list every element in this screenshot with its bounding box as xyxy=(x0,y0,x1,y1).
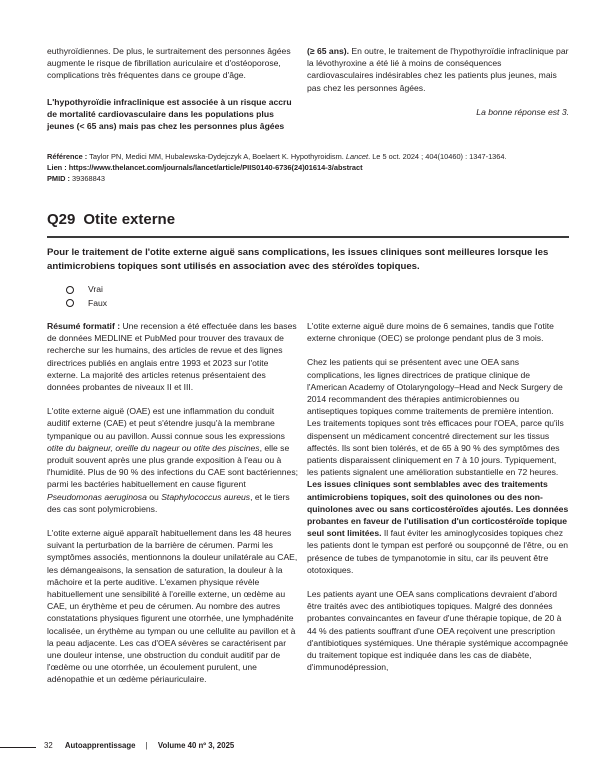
definition-paragraph: L'otite externe aiguë (OAE) est une inflammation du conduit auditif externe (CAE) et peut s'étendre jusqu'à la membrane tympanique ou au pavillon. Aussi connue sous les expressions otite du baigneur, oreille du nageur ou otite des piscines, elle se produit souvent après une plus grande exposition à l'eau ou à l'humidité. Plus de 90 % des infections du CAE sont bactériennes; parmi les bactéries habituellement en cause figurent Pseudomonas aeruginosa ou Staphylococcus aureus, et le tiers des cas sont polymicrobiens. xyxy=(47,406,299,514)
duration-paragraph: L'otite externe aiguë dure moins de 6 semaines, tandis que l'otite externe chronique (OEC) se prolonge pendant plus de 3 mois. xyxy=(307,321,554,344)
page-number: 32 xyxy=(44,741,53,750)
top-left-column xyxy=(47,45,301,144)
reference-label: Référence : xyxy=(47,152,88,161)
summary-paragraph xyxy=(47,320,299,393)
bacteria-name: Staphylococcus aureus xyxy=(161,491,251,502)
pmid-label: PMID : xyxy=(47,173,70,183)
top-left-bold-paragraph: L'hypothyroïdie infraclinique est associée à un risque accru de mortalité cardiovasculaire dans les populations plus jeunes (< 65 ans) mais pas chez les personnes plus âgées xyxy=(47,96,292,132)
reference-journal: Lancet xyxy=(345,152,369,161)
answer-options xyxy=(66,283,107,310)
link-line xyxy=(47,163,567,174)
antibiotics-paragraph: Les patients ayant une OEA sans complications devraient d'abord être traités avec des antibiotiques topiques. Malgré des données probantes convaincantes en faveur d'une thérapie topique, de 20 à 44 % des patients souffrant d'une OEA reçoivent une prescription d'antibiotiques systémiques. Une thérapie systémique accompagnée du traitement topique est indiquée dans les cas de diabète, d'immunodépression, xyxy=(307,589,569,673)
right-column xyxy=(307,320,569,685)
reference-line xyxy=(47,152,567,163)
pmid-line xyxy=(47,174,567,185)
option-vrai[interactable] xyxy=(66,283,107,297)
footer-separator: | xyxy=(145,741,148,750)
top-right-paragraph xyxy=(307,45,569,94)
reference-block xyxy=(47,152,567,184)
symptoms-paragraph: L'otite externe aiguë apparaît habituellement dans les 48 heures suivant la perturbation de la barrière de cérumen. Parmi les symptômes associés, mentionnons la douleur unilatérale au CAE, les démangeaisons, la sensation de saturation, la douleur à la mâchoire et la perte auditive. L'examen physique révèle habituellement une sensibilité à l'oreille externe, un œdème au CAE, un érythème et peu de cérumen. Au nombre des autres constatations physiques figurent une otorrhée, une lymphadénite localisée, un érythème au tympan ou une cellulite au pavillon et à la peau adjacente. Les cas d'OEA sévères se caractérisent par une douleur intense, une obstruction du conduit auditif par de l'œdème ou une otorrhée, un écoulement purulent, une adénopathie et un œdème périauriculaire. xyxy=(47,528,298,685)
top-right-bold-lead: (≥ 65 ans). xyxy=(307,46,349,56)
answer-note: La bonne réponse est 3. xyxy=(476,106,569,117)
option-faux[interactable] xyxy=(66,297,107,311)
pmid-value: 39368843 xyxy=(70,173,105,183)
option-label: Faux xyxy=(88,297,108,308)
reference-text: Taylor PN, Medici MM, Hubalewska-Dydejczyk A, Boelaert K. Hypothyroidism. xyxy=(87,152,346,161)
link-label: Lien : xyxy=(47,162,67,172)
top-right-column xyxy=(307,45,569,130)
top-right-text: En outre, le traitement de l'hypothyroïdie infraclinique par la lévothyroxine a été lié à moins de conséquences cardiovasculaires indésirables chez les patients plus jeunes, mais pas chez les personnes âgées. xyxy=(307,46,569,93)
top-left-paragraph: euthyroïdiennes. De plus, le surtraitement des personnes âgées augmente le risque de fibrillation auriculaire et d'ostéoporose, complications très fréquentes dans ce groupe d'âge. xyxy=(47,46,291,81)
publication-name: Autoapprentissage xyxy=(64,741,136,750)
bacteria-name: Pseudomonas aeruginosa xyxy=(47,491,147,502)
option-label: Vrai xyxy=(88,284,103,294)
question-statement: Pour le traitement de l'otite externe aiguë sans complications, les issues cliniques sont meilleures lorsque les antimicrobiens topiques sont utilisés en association avec des stéroïdes topiques. xyxy=(47,247,549,272)
footer-rule xyxy=(0,747,36,748)
heading-divider xyxy=(47,236,569,238)
left-column xyxy=(47,320,299,698)
reference-tail: . Le 5 oct. 2024 ; 404(10460) : 1347-1364. xyxy=(368,152,507,161)
summary-label: Résumé formatif : xyxy=(47,321,121,331)
question-title: Otite externe xyxy=(83,211,176,228)
volume-info: Volume 40 nº 3, 2025 xyxy=(157,741,235,750)
question-heading xyxy=(47,211,175,228)
reference-link[interactable]: https://www.thelancet.com/journals/lancet/article/PIIS0140-6736(24)01614-3/abstract xyxy=(66,162,363,172)
synonyms-italic: otite du baigneur, oreille du nageur ou otite des piscines xyxy=(47,442,260,453)
key-finding-bold: Les issues cliniques sont semblables avec des traitements antimicrobiens topiques, soit des quinolones ou des non-quinolones avec ou sans corticostéroïdes ajoutés. Les données probantes en faveur de l'utilisation d'un corticostéroïde topique seul sont limitées. xyxy=(307,479,569,539)
treatment-paragraph: Chez les patients qui se présentent avec une OEA sans complications, les lignes directrices de pratique clinique de l'American Academy of Otolaryngology–Head and Neck Surgery de 2014 recommandent des thérapies antimicrobiennes ou antiseptiques topiques comme traitements de première intention. Les traitements topiques sont très efficaces pour l'OEA, parce qu'ils dispensent un médicament concentré directement sur les tissus affectés. Ils sont bien tolérés, et de 65 à 90 % des symptômes des patients disparaissent cliniquement en 7 à 10 jours. Typiquement, les patients signalent une amélioration substantielle en 72 heures. Les issues cliniques sont semblables avec des traitements antimicrobiens topiques, soit des quinolones ou des non-quinolones avec ou sans corticostéroïdes ajoutés. Les données probantes en faveur de l'utilisation d'un corticostéroïde topique seul sont limitées. Il faut éviter les aminoglycosides topiques chez les patients dont le tympan est perforé ou soupçonné de l'être, ou en présence de tubes de tympanotomie in situ, car ils peuvent être ototoxiques. xyxy=(307,357,569,575)
radio-circle-icon[interactable] xyxy=(66,286,74,294)
summary-text: Une recension a été effectuée dans les bases de données MEDLINE et PubMed pour trouver des travaux de recherche sur les humains, des articles de revue et des lignes directrices publiés en anglais entre 1993 et 2023 sur l'otite externe. La majorité des articles retenus présentaient des données probantes de niveaux II et III. xyxy=(47,321,297,393)
radio-circle-icon[interactable] xyxy=(66,299,74,307)
page-footer xyxy=(44,741,234,750)
question-number: Q29 xyxy=(47,211,76,228)
